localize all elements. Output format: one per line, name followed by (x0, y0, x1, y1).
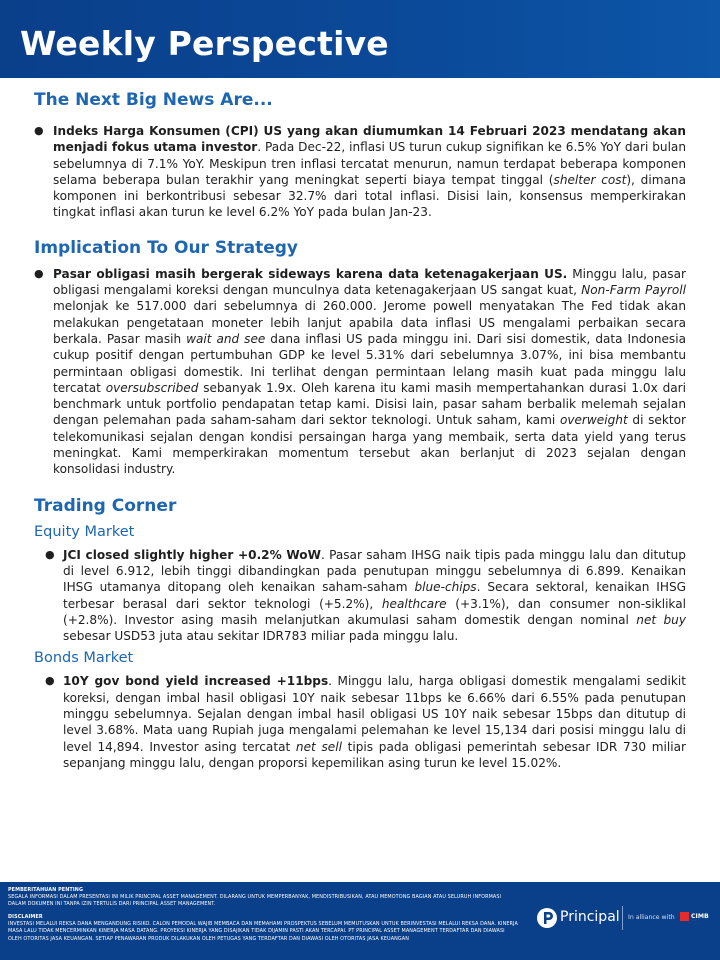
section-title-big-news: The Next Big News Are... (34, 90, 273, 110)
notice-text: SEGALA INFORMASI DALAM PRESENTASI INI MILIK PRINCIPAL ASSET MANAGEMENT. DILARANG UNTUK MEMPERBANYAK, MENDISTRIBUSIKAN, ATAU MEMOTONG BAGIAN ATAU SELURUH INFORMASI DALAM DOKUMEN INI TANPA IZIN TERTULIS DARI PRINCIPAL ASSET MANAGEMENT. (8, 894, 502, 908)
section-big-news (34, 90, 686, 221)
list-item-bond-market: ● Pasar obligasi masih bergerak sideways karena data ketenagakerjaan US. Minggu lalu, pasar obligasi mengalami koreksi dengan munculnya data ketenagakerjaan US sangat kuat, Non-Farm Payroll melonjak ke 517.000 dari sebelumnya di 260.000. Jerome powell menyatakan The Fed tidak akan melakukan pengetataan moneter lebih lanjut apabila data inflasi US mengalami perbaikan secara berkala. Pasar masih wait and see dana inflasi US pada minggu ini. Dari sisi domestik, data Indonesia cukup positif dengan pertumbuhan GDP ke level 5.31% dari sebelumnya 3.07%, ini bisa membantu permintaan obligasi domestik. Ini terlihat dengan permintaan lelang masih kuat pada minggu lalu tercatat oversubscribed sebanyak 1.9x. Oleh karena itu kami masih mempertahankan durasi 1.0x dari benchmark untuk portfolio pendapatan tetap kami. Disisi lain, pasar saham berbalik melemah sejalan dengan pelemahan pada saham-saham dari sektor teknologi. Untuk saham, kami overweight di sektor telekomunikasi sejalan dengan kondisi persaingan harga yang membaik, serta data yield yang terus meningkat. Kami memperkirakan momentum tersebut akan berlanjut di 2023 sejalan dengan konsolidasi industry. (34, 266, 687, 477)
cimb-logo-icon (680, 912, 689, 921)
principal-logo-icon (536, 907, 558, 929)
footer-disclaimer (8, 914, 518, 943)
subsection-title-bonds: Bonds Market (34, 650, 134, 667)
page-title: Weekly Perspective (20, 24, 389, 63)
partner-name: CIMB (691, 913, 709, 920)
bullet-icon: ● (45, 674, 55, 688)
bullet-icon: ● (45, 547, 55, 561)
brand-name: Principal (560, 909, 620, 925)
disclaimer-title: DISCLAIMER (8, 914, 43, 920)
section-trading-corner (34, 496, 686, 772)
subsection-title-equity: Equity Market (34, 523, 135, 540)
section-implication (34, 238, 686, 478)
bullet-icon: ● (34, 124, 44, 137)
notice-title: PEMBERITAHUAN PENTING (8, 887, 84, 893)
brand-logo (536, 904, 709, 934)
bullet-icon: ● (34, 266, 44, 280)
section-title-implication: Implication To Our Strategy (34, 237, 298, 258)
list-item-cpi: ● Indeks Harga Konsumen (CPI) US yang akan diumumkan 14 Februari 2023 mendatang akan menjadi fokus utama investor. Pada Dec-22, inflasi US turun cukup signifikan ke 6.5% YoY dari bulan sebelumnya di 7.1% YoY. Meskipun tren inflasi tercatat menurun, namun terdapat beberapa komponen selama beberapa bulan terakhir yang meningkat seperti biaya tempat tinggal (shelter cost), dimana komponen ini berkontribusi sebesar 32.7% dari total inflasi. Disisi lain, konsensus memperkirakan tingkat inflasi akan turun ke level 6.2% YoY pada bulan Jan-23. (34, 124, 687, 220)
section-title-trading: Trading Corner (34, 495, 177, 516)
logo-divider (622, 906, 623, 930)
disclaimer-text: INVESTASI MELALUI REKSA DANA MENGANDUNG RISIKO. CALON PEMODAL WAJIB MEMBACA DAN MEMAHAMI PROSPEKTUS SEBELUM MEMUTUSKAN UNTUK BERINVESTASI MELALUI REKSA DANA. KINERJA MASA LALU TIDAK MENCERMINKAN KINERJA MASA DATANG. PROYEKSI KINERJA YANG DISAJIKAN TIDAK DIJAMIN PASTI AKAN TERCAPAI. PT PRINCIPAL ASSET MANAGEMENT TERDAFTAR DAN DIAWASI OLEH OTORITAS JASA KEUANGAN. SETIAP PENAWARAN PRODUK DILAKUKAN OLEH PETUGAS YANG TERDAFTAR DAN DIAWASI OLEH OTORITAS JASA KEUANGAN (8, 921, 518, 942)
footer-notice (8, 887, 518, 909)
alliance-text: In alliance with (628, 914, 675, 921)
list-item-equity: ● JCI closed slightly higher +0.2% WoW. Pasar saham IHSG naik tipis pada minggu lalu dan ditutup di level 6.912, lebih tinggi dibandingkan pada penutupan minggu sebelumnya di 6.899. Kenaikan IHSG utamanya ditopang oleh kenaikan saham-saham blue-chips. Secara sektoral, kenaikan IHSG terbesar berasal dari sektor teknologi (+5.2%), healthcare (+3.1%), dan consumer non-siklikal (+2.8%). Investor asing masih melanjutkan akumulasi saham domestik dengan nominal net buy sebesar USD53 juta atau sekitar IDR783 miliar pada minggu lalu. (45, 547, 686, 644)
page-header (0, 0, 720, 78)
main-content (34, 90, 686, 771)
list-item-bonds: ● 10Y gov bond yield increased +11bps. Minggu lalu, harga obligasi domestik mengalami sedikit koreksi, dengan imbal hasil obligasi 10Y naik sebesar 11bps ke 6.66% dari 6.55% pada penutupan minggu sebelumnya. Sejalan dengan imbal hasil obligasi US 10Y naik sebesar 15bps dan ditutup di level 3.68%. Mata uang Rupiah juga mengalami pelemahan ke level 15,134 dari posisi minggu lalu di level 14,894. Investor asing tercatat net sell tipis pada obligasi pemerintah sebesar IDR 730 miliar sepanjang minggu lalu, dengan proporsi kepemilikan asing turun ke level 15.02%. (45, 674, 687, 770)
